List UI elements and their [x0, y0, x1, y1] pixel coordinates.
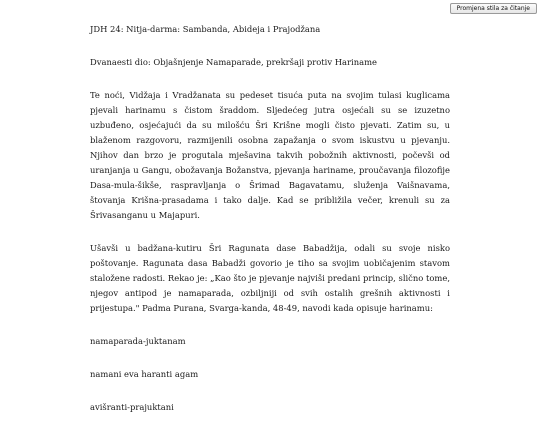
- verse-line: namaparada-juktanam: [90, 336, 186, 346]
- document-body: [90, 22, 450, 433]
- document-title: JDH 24: Nitja-darma: Sambanda, Abideja i Prajodžana: [90, 24, 321, 34]
- document-subtitle: Dvanaesti dio: Objašnjenje Namaparade, prekršaji protiv Hariname: [90, 57, 378, 67]
- paragraph: Ušavši u badžana-kutiru Šri Ragunata dase Babadžija, odali su svoje nisko poštovanje. Ragunata dasa Babadži govorio je tiho sa svojim uobičajenim stavom staložene radosti. Rekao je: „Kao što je pjevanje najviši predani princip, slično tome, njegov antipod je namaparada, ozbiljniji od svih ostalih grešnih aktivnosti i prijestupa." Padma Purana, Svarga-kanda, 48-49, navodi kada opisuje harinamu:: [90, 243, 450, 313]
- change-reading-style-button[interactable]: Promjena stila za čitanje: [450, 3, 537, 14]
- paragraph: Te noći, Vidžaja i Vradžanata su pedeset tisuća puta na svojim tulasi kuglicama pjevali harinamu s čistom šraddom. Sljedećeg jutra osjećali su se izuzetno uzbuđeno, osjećajući da su milošću Šri Krišne mogli čisto pjevati. Zatim su, u blaženom razgovoru, razmijenili osobna zapažanja o svom iskustvu u pjevanju. Njihov dan brzo je progutala mješavina takvih pobožnih aktivnosti, počevši od uranjanja u Gangu, obožavanja Božanstva, pjevanja harinamе, proučavanja filozofije Dasa-mula-šikše, raspravljanja o Šrimad Bagavatamu, služenja Vaišnavama, štovanja Krišna-prasadama i tako dalje. Kad se približila večer, krenuli su za Šrivasanganu u Majapuri.: [90, 90, 450, 220]
- verse-line: avišranti-prajuktani: [90, 402, 174, 412]
- verse-line: namani eva haranti agam: [90, 369, 199, 379]
